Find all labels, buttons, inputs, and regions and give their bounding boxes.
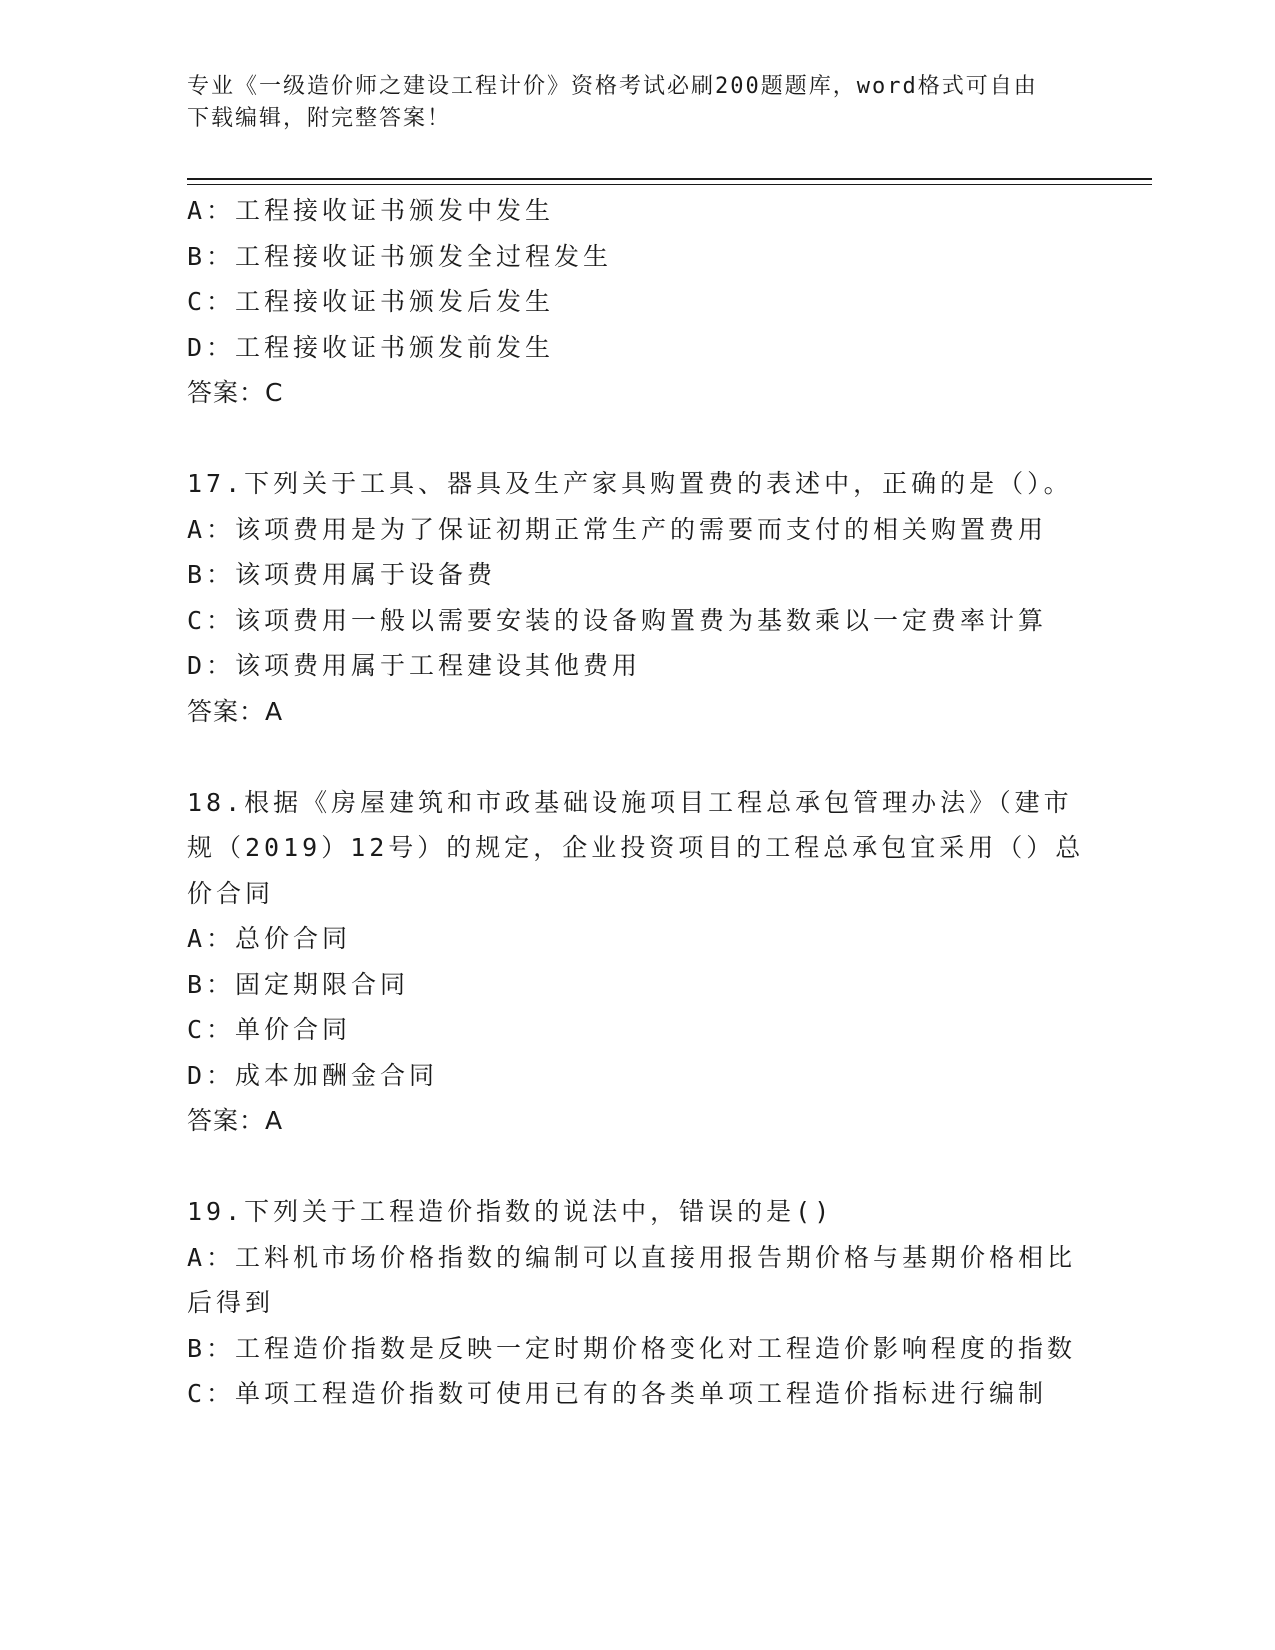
header-line-2: 下载编辑，附完整答案！	[187, 106, 452, 131]
option-a: A：该项费用是为了保证初期正常生产的需要而支付的相关购置费用	[187, 514, 1048, 544]
question-stem-line-1: 18.根据《房屋建筑和市政基础设施项目工程总承包管理办法》（建市	[187, 787, 1073, 817]
question-block-16	[187, 188, 1087, 416]
question-stem-line-3: 价合同	[187, 878, 275, 908]
option-c: C：该项费用一般以需要安装的设备购置费为基数乘以一定费率计算	[187, 605, 1048, 635]
option-b: B：工程接收证书颁发全过程发生	[187, 241, 613, 271]
header-divider-thick	[187, 178, 1152, 180]
option-d: D：成本加酬金合同	[187, 1060, 439, 1090]
option-a-line-1: A：工料机市场价格指数的编制可以直接用报告期价格与基期价格相比	[187, 1242, 1077, 1272]
question-content	[187, 188, 1087, 1417]
document-header	[187, 71, 1067, 135]
option-c: C：单价合同	[187, 1015, 352, 1044]
question-block-17	[187, 461, 1087, 734]
answer-label: 答案：C	[187, 378, 284, 407]
option-d: D：该项费用属于工程建设其他费用	[187, 651, 642, 680]
option-d: D：工程接收证书颁发前发生	[187, 332, 555, 362]
option-a: A：总价合同	[187, 924, 352, 953]
answer-label: 答案：A	[187, 696, 284, 726]
option-b: B：工程造价指数是反映一定时期价格变化对工程造价影响程度的指数	[187, 1333, 1077, 1363]
option-a: A：工程接收证书颁发中发生	[187, 196, 555, 225]
question-stem: 17.下列关于工具、器具及生产家具购置费的表述中，正确的是（）。	[187, 469, 1073, 498]
option-b: B：该项费用属于设备费	[187, 560, 497, 589]
option-c: C：单项工程造价指数可使用已有的各类单项工程造价指标进行编制	[187, 1379, 1048, 1408]
question-stem-line-2: 规（2019）12号）的规定，企业投资项目的工程总承包宜采用（）总	[187, 833, 1085, 862]
question-block-19	[187, 1189, 1087, 1417]
header-line-1: 专业《一级造价师之建设工程计价》资格考试必刷200题题库，word格式可自由	[187, 74, 1038, 99]
header-divider-thin	[187, 184, 1152, 185]
answer-label: 答案：A	[187, 1106, 284, 1135]
question-block-18	[187, 780, 1087, 1144]
option-a-line-2: 后得到	[187, 1288, 275, 1317]
block-spacer	[187, 416, 1087, 462]
option-c: C：工程接收证书颁发后发生	[187, 287, 555, 316]
question-stem: 19.下列关于工程造价指数的说法中，错误的是()	[187, 1197, 834, 1226]
block-spacer	[187, 1144, 1087, 1190]
block-spacer	[187, 734, 1087, 780]
option-b: B：固定期限合同	[187, 969, 410, 999]
